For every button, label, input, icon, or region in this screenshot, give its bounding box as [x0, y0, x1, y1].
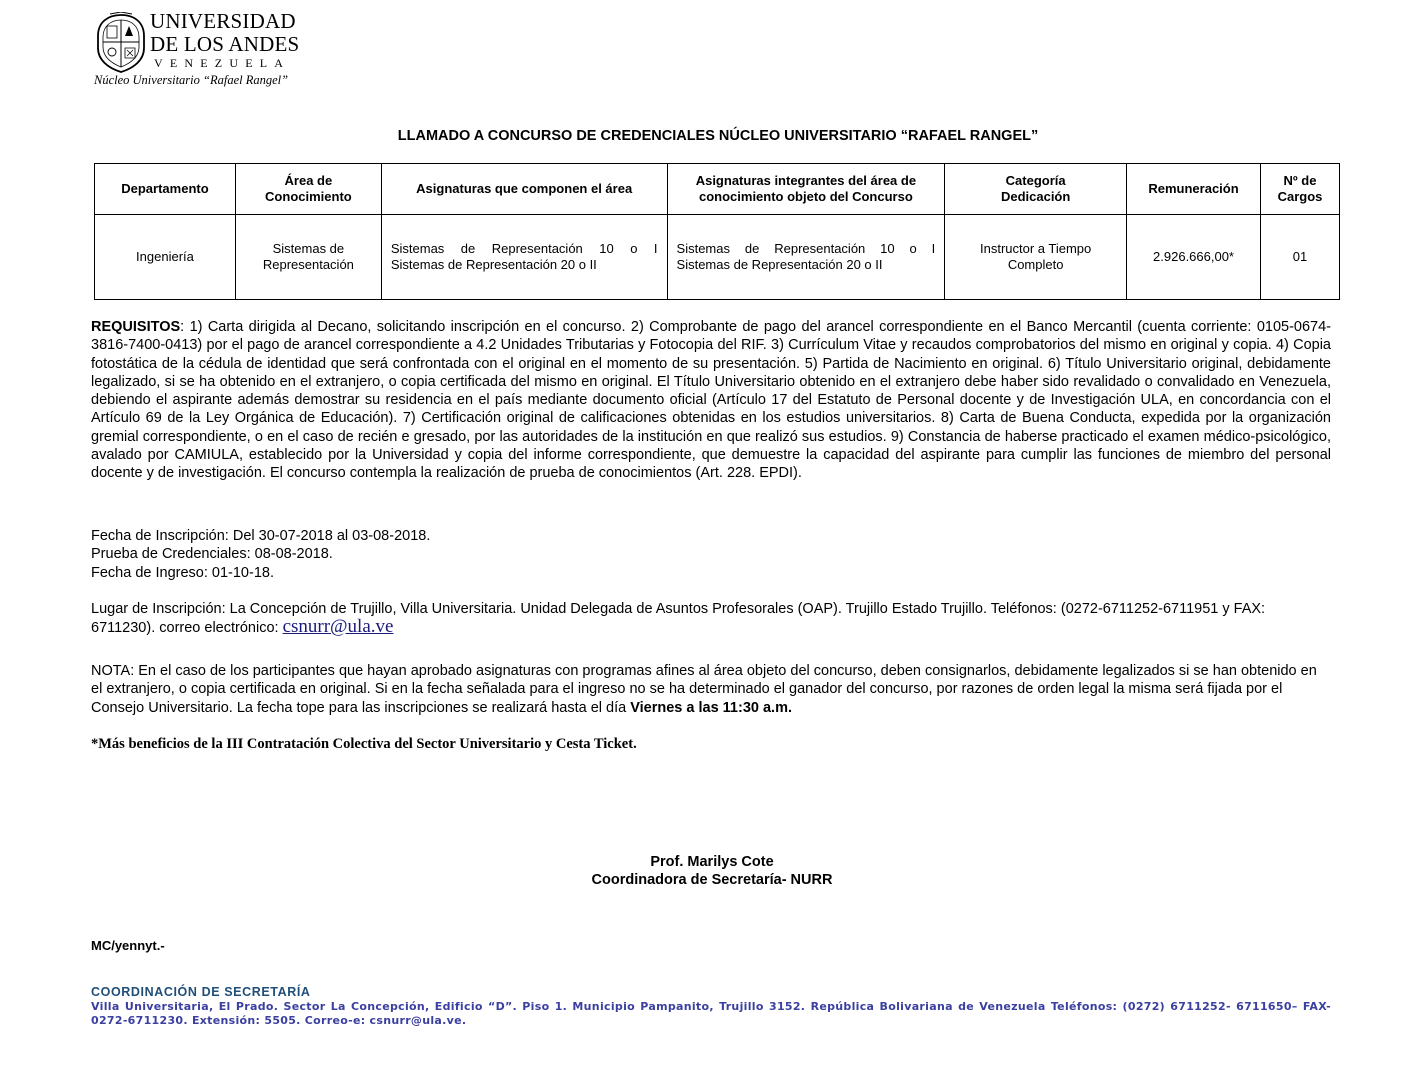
signature-block [8, 853, 1408, 889]
initials: MC/yennyt.- [91, 938, 165, 953]
nota-text: NOTA: En el caso de los participantes que hayan aprobado asignaturas con programas afines al área objeto del concurso, deben consignarlos, debidamente legalizados si se han obtenido en el extranjero, o copia certificada en original. Si en la fecha señalada para el ingreso no se ha determinado el ganador del concurso, por razones de orden legal la misma será fijada por el Consejo Universitario. La fecha tope para las inscripciones se realizará hasta el día [91, 663, 1317, 716]
cell-categoria: Instructor a Tiempo Completo [945, 215, 1127, 300]
university-seal-icon [94, 12, 148, 74]
cell-remuneracion: 2.926.666,00* [1127, 215, 1261, 300]
lugar-paragraph [91, 600, 1331, 638]
document-title: LLAMADO A CONCURSO DE CREDENCIALES NÚCLEO UNIVERSITARIO “RAFAEL RANGEL” [397, 128, 1039, 144]
logo-text-venezuela: VENEZUELA [154, 56, 291, 70]
cell-asignaturas: Sistemas de Representación 10 o I Sistemas de Representación 20 o II [381, 215, 667, 300]
signature-name: Prof. Marilys Cote [650, 854, 774, 870]
cell-integrantes: Sistemas de Representación 10 o I Sistemas de Representación 20 o II [667, 215, 945, 300]
header-remuneracion: Remuneración [1127, 164, 1261, 215]
logo-text-de-los-andes: DE LOS ANDES [150, 32, 300, 56]
header-integrantes: Asignaturas integrantes del área de conocimiento objeto del Concurso [667, 164, 945, 215]
requisitos-paragraph [91, 318, 1331, 483]
concurso-table [94, 163, 1340, 300]
footer-title: COORDINACIÓN DE SECRETARÍA [91, 985, 311, 999]
nota-deadline: Viernes a las 11:30 a.m. [630, 699, 792, 716]
header-departamento: Departamento [95, 164, 236, 215]
cell-cargos: 01 [1260, 215, 1339, 300]
footer [91, 985, 1331, 1027]
header-categoria: Categoría Dedicación [945, 164, 1127, 215]
header-area: Área de Conocimiento [235, 164, 381, 215]
cell-departamento: Ingeniería [95, 215, 236, 300]
beneficios-note: *Más beneficios de la III Contratación Colectiva del Sector Universitario y Cesta Ticket. [91, 736, 637, 752]
nota-paragraph [91, 662, 1331, 717]
table-row [95, 215, 1340, 300]
fechas-block [91, 527, 1331, 582]
footer-address: Villa Universitaria, El Prado. Sector La Concepción, Edificio “D”. Piso 1. Municipio Pampanito, Trujillo 3152. República Bolivariana de Venezuela Teléfonos: (0272) 6711252- 6711650– FAX-0272-6711230. Extensión: 5505. Correo-e: csnurr@ula.ve. [91, 1000, 1331, 1027]
requisitos-text: : 1) Carta dirigida al Decano, solicitando inscripción en el concurso. 2) Comprobante de pago del arancel correspondiente en el Banco Mercantil (cuenta corriente: 0105-0674-3816-7400-0413) por el pago de arancel correspondiente a 4.2 Unidades Tributarias y Fotocopia del RIF. 3) Currículum Vitae y recaudos comprobatorios del mismo en original y copia. 4) Copia fotostática de la cédula de identidad que será confrontada con el original en el momento de su presentación. 5) Partida de Nacimiento en original. 6) Título Universitario original, debidamente legalizado, si se ha obtenido en el extranjero, o copia certificada del mismo en original. El Título Universitario obtenido en el extranjero debe haber sido revalidado o convalidado en Venezuela, debiendo el aspirante además demostrar su residencia en el país mediante documento oficial (Artículo 17 del Estatuto de Personal docente y de Investigación ULA, en concordancia con el Artículo 69 de la Ley Orgánica de Educación). 7) Certificación original de calificaciones obtenidas en los estudios universitarios. 8) Carta de Buena Conducta, expedida por la organización gremial correspondiente, o en el caso de recién e gresado, por las autoridades de la institución en que realizó sus estudios. 9) Constancia de haberse practicado el examen médico-psicológico, avalado por CAMIULA, establecido por la Universidad y copia del informe correspondiente, que demuestre la capacidad del aspirante para cumplir las funciones de miembro del personal docente y de investigación. El concurso contempla la realización de prueba de conocimientos (Art. 228. EPDI). [91, 319, 1331, 482]
table-header-row [95, 164, 1340, 215]
signature-role: Coordinadora de Secretaría- NURR [591, 872, 833, 888]
requisitos-label: REQUISITOS [91, 319, 181, 335]
fecha-inscripcion: Fecha de Inscripción: Del 30-07-2018 al 03-08-2018. [91, 528, 431, 544]
fecha-prueba: Prueba de Credenciales: 08-08-2018. [91, 546, 333, 563]
header-asignaturas: Asignaturas que componen el área [381, 164, 667, 215]
cell-area: Sistemas de Representación [235, 215, 381, 300]
logo-text-universidad: UNIVERSIDAD [150, 9, 296, 33]
header-cargos: Nº de Cargos [1260, 164, 1339, 215]
university-logo [94, 10, 324, 92]
email-link[interactable]: csnurr@ula.ve [282, 616, 394, 638]
logo-text-nucleo: Núcleo Universitario “Rafael Rangel” [94, 73, 289, 87]
fecha-ingreso: Fecha de Ingreso: 01-10-18. [91, 564, 274, 581]
lugar-text: Lugar de Inscripción: La Concepción de Trujillo, Villa Universitaria. Unidad Delegada de Asuntos Profesorales (OAP). Trujillo Estado Trujillo. Teléfonos: (0272-6711252-6711951 y FAX: 6711230). correo electrónico: [91, 601, 1266, 637]
